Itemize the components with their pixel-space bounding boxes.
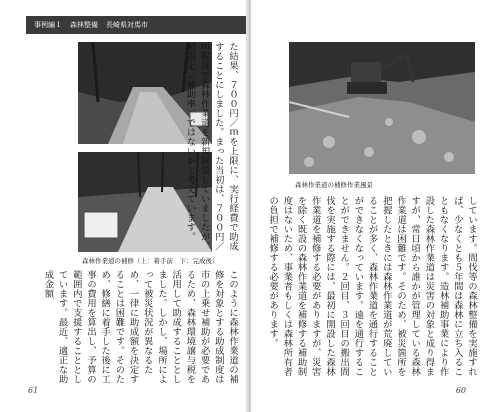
chapter-header bbox=[26, 16, 246, 34]
header-case: 事例編１ bbox=[34, 21, 62, 29]
header-topic: 森林整備 bbox=[70, 21, 98, 29]
body-text-upper: た結果、７００円／ｍを上限に、実行経費で助成することにしました。まった当初は、７００円／ｍ程度で森林作業道を新規開設していましたが、額設定（補助率）ではないかと考えています。 bbox=[184, 42, 238, 251]
body-text-right: しています。間伐等の森林整備を実施すれば、少なくとも５年間は森林に立ち入ることもなくなります。造林補助事業により作設した森林作業道は災害の対象と成り得ますが、常日頃から誰かが管理している森林作業道は困難です。そのため、被災箇所を把握したときには森林作業道が荒廃していることが多く、森林作業道を通行することができなくなっています。遠を通行することができません。２回目、３回目の搬出間伐を実施する際には、最初に開設した森林作業道を補修する必要がありますが、災害を除く既設の森林作業道を補修する補助制度はないため、事業者もしくは森林所有者の負担で補修する必要があります。 bbox=[267, 196, 477, 377]
photo-repair-work bbox=[289, 42, 475, 174]
photo-caption-right: 森林作業道の補修作業風景 bbox=[295, 181, 373, 189]
left-page bbox=[0, 0, 249, 412]
page-number-left: 61 bbox=[28, 386, 39, 395]
photo-caption-left: 森林作業道の補修（上：着手前 下：完成後） bbox=[82, 257, 219, 265]
page-number-right: 60 bbox=[455, 386, 466, 395]
body-text-lower: このように森林作業道の補修を対象とする助成制度は市の上乗せ補助が必要であるため、森林環境譲与税を活用して助成することとしました。しかし、場所によって被災状況が異なるため、一律に助成額を決定することは困難です。そのため、修繕に着手した後に工事の費用を算出し、予算の範囲内で支援することとしています。最近、適正な助成金額 bbox=[42, 270, 238, 384]
header-place: 長崎県対馬市 bbox=[106, 21, 148, 29]
right-page bbox=[251, 0, 500, 412]
